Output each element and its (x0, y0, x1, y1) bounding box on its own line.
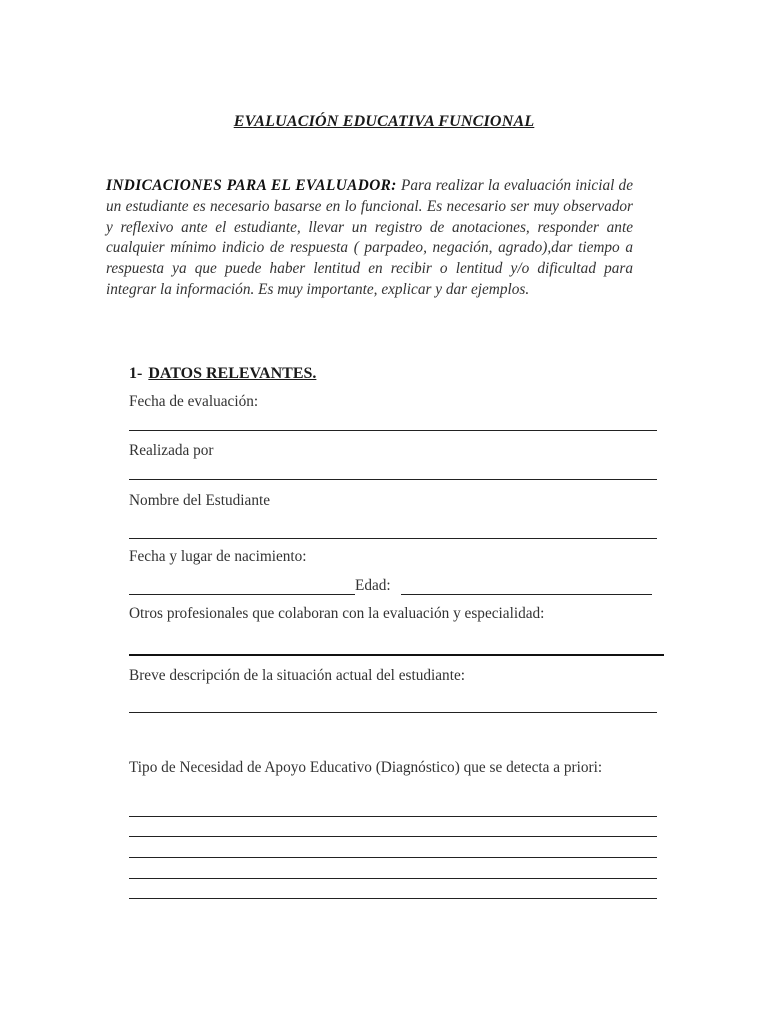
evaluator-instructions (106, 176, 633, 301)
nombre-estudiante-label: Nombre del Estudiante (129, 492, 271, 509)
otros-profesionales-field[interactable] (129, 654, 664, 656)
tipo-necesidad-field-line-4[interactable] (129, 878, 657, 879)
instructions-text: Para realizar la evaluación inicial de un estudiante es necesario basarse en lo funcional. Es necesario ser muy observador y reflexivo ante el estudiante, llevar un registro de anotaciones, responder ante cualquier mínimo indicio de respuesta ( parpadeo, negación, agrado),dar tiempo a respuesta ya que puede haber lentitud en recibir o lentitud y/o dificultad para integrar la información. Es muy importante, explicar y dar ejemplos. (106, 177, 633, 298)
section-title: DATOS RELEVANTES. (148, 365, 317, 382)
fecha-evaluacion-label: Fecha de evaluación: (129, 393, 259, 410)
fecha-lugar-nacimiento-field[interactable] (129, 594, 355, 595)
instructions-lead: INDICACIONES PARA EL EVALUADOR: (106, 177, 397, 194)
tipo-necesidad-field-line-2[interactable] (129, 836, 657, 837)
tipo-necesidad-field-line-5[interactable] (129, 898, 657, 899)
nacimiento-edad-row (129, 577, 657, 599)
document-title: EVALUACIÓN EDUCATIVA FUNCIONAL (233, 113, 535, 130)
fecha-evaluacion-field[interactable] (129, 430, 657, 431)
fecha-lugar-nacimiento-label: Fecha y lugar de nacimiento: (129, 548, 307, 565)
section-number: 1- (129, 365, 143, 382)
breve-descripcion-field[interactable] (129, 712, 657, 713)
section-heading (129, 365, 316, 383)
realizada-por-field[interactable] (129, 479, 657, 480)
edad-label: Edad: (355, 577, 391, 594)
edad-field[interactable] (401, 594, 652, 595)
realizada-por-label: Realizada por (129, 442, 214, 459)
tipo-necesidad-label: Tipo de Necesidad de Apoyo Educativo (Diagnóstico) que se detecta a priori: (129, 759, 603, 776)
tipo-necesidad-field-line-1[interactable] (129, 816, 657, 817)
otros-profesionales-label: Otros profesionales que colaboran con la evaluación y especialidad: (129, 605, 545, 622)
nombre-estudiante-field[interactable] (129, 538, 657, 539)
breve-descripcion-label: Breve descripción de la situación actual del estudiante: (129, 667, 465, 684)
tipo-necesidad-field-line-3[interactable] (129, 857, 657, 858)
